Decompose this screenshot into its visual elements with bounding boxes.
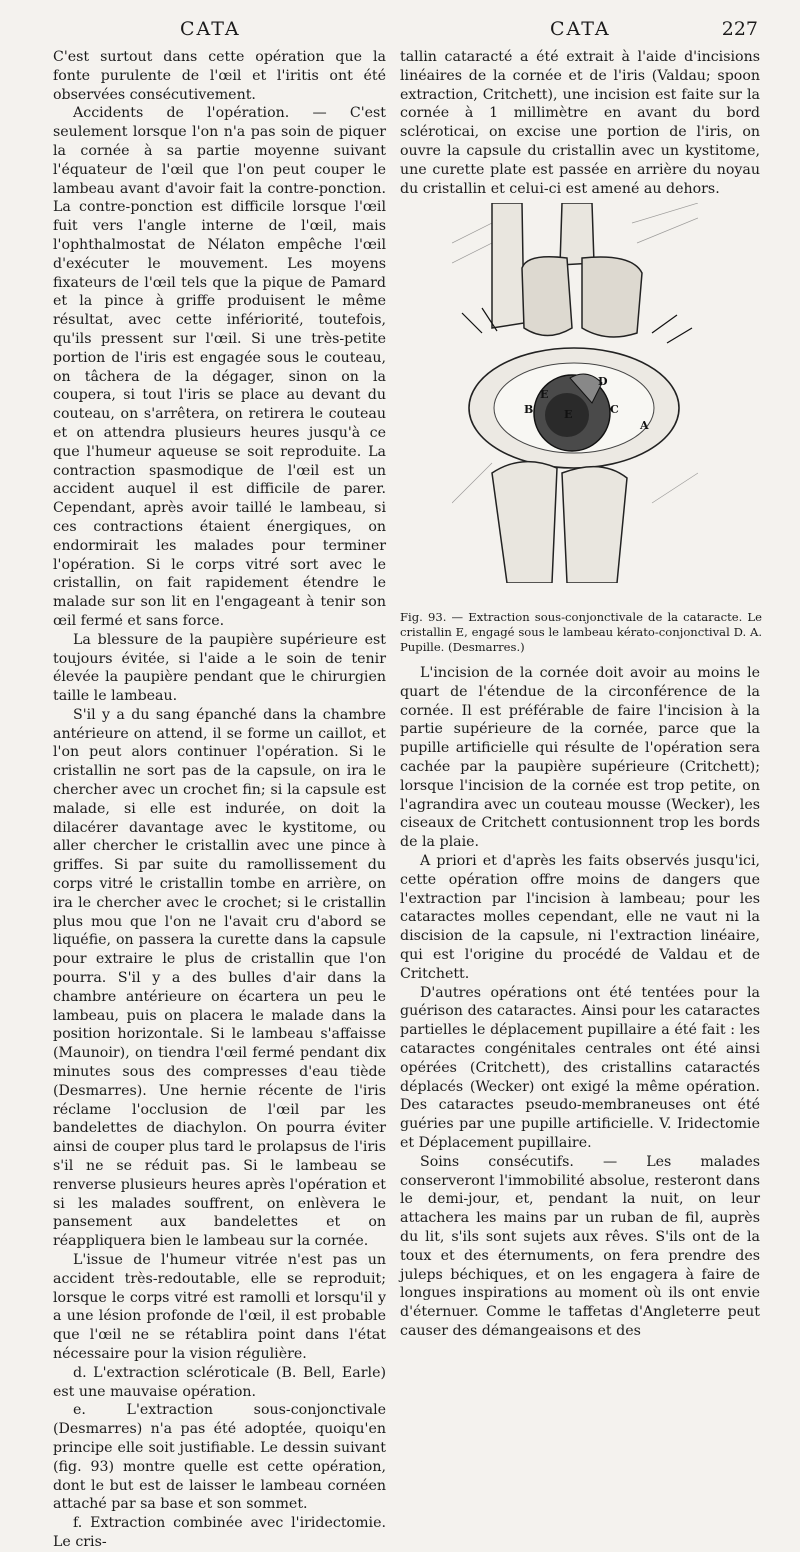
figure-label: D [598,375,608,388]
paragraph: Soins consécutifs. — Les malades conserveront l'immobilité absolue, resteront dans le demi-jour, et, pendant la nuit, on leur attachera les mains par un ruban de fil, auprès du lit, s'ils sont sujets aux rêves. S'ils ont de la toux et des éternuments, on fera prendre des juleps béchiques, et on les engagera à faire de longues inspirations au moment où ils ont envie d'éternuer. Comme le taffetas d'Angleterre peut causer des démangeaisons et des [400,1153,760,1339]
paragraph: S'il y a du sang épanché dans la chambre antérieure on attend, il se forme un caillot, et l'on peut alors continuer l'opération. Si le cristallin ne sort pas de la capsule, on ira le chercher avec un crochet fin; si la capsule est malade, si elle est indurée, on doit la dilacérer davantage avec le kystitome, ou aller chercher le cristallin avec une pince à griffes. Si par suite du ramollissement du corps vitré le cristallin tombe en arrière, on ira le chercher avec le crochet; si le cristallin plus mou que l'on ne l'avait cru d'abord se liquéfie, on passera la curette dans la capsule pour extraire le plus de cristallin que l'on pourra. S'il y a des bulles d'air dans la chambre antérieure on écartera un peu le lambeau, puis on placera le malade dans la position horizontale. Si le lambeau s'affaisse (Maunoir), on tiendra l'œil fermé pendant dix minutes sous des compresses d'eau tiède (Desmarres). Une hernie récente de l'iris réclame l'occlusion de l'œil par les bandelettes de diachylon. On pourra éviter ainsi de couper plus tard le prolapsus de l'iris s'il ne se réduit pas. Si le lambeau se renverse plusieurs heures après l'opération et si les malades souffrent, on enlèvera le pansement aux bandelettes et on réappliquera bien le lambeau sur la cornée. [53,706,386,1250]
eye-surgery-illustration [452,203,698,583]
page-number: 227 [721,18,758,40]
paragraph: L'issue de l'humeur vitrée n'est pas un accident très-redoutable, elle se reproduit; lorsque le corps vitré est ramolli et lorsqu'il y a une lésion profonde de l'œil, il est probable que l'œil ne se rétablira point dans l'état nécessaire pour la vision régulière. [53,1252,386,1362]
figure-label: C [610,403,619,416]
paragraph: D'autres opérations ont été tentées pour la guérison des cataractes. Ainsi pour les cataractes partielles le déplacement pupillaire a été fait : les cataractes congénitales centrales ont été ainsi opérées (Critchett), des cristallins cataractés déplacés (Wecker) ont exigé la même opération. Des cataractes pseudo-membraneuses ont été guéries par une pupille artificielle. V. Iridectomie et Déplacement pupillaire. [400,984,760,1151]
figure-label: E [540,388,549,401]
running-head-right: CATA [550,18,611,40]
paragraph: Accidents de l'opération. — C'est seulement lorsque l'on n'a pas soin de piquer la cornée à sa partie moyenne suivant l'équateur de l'œil que l'on peut couper le lambeau avant d'avoir fait la contre-ponction. La contre-ponction est difficile lorsque l'œil fuit vers l'angle interne de l'œil, mais l'ophthalmostat de Nélaton empêche l'œil d'exécuter le mouvement. Les moyens fixateurs de l'œil tels que la pique de Pamard et la pince à griffe produisent le même résultat, avec cette infériorité, toutefois, qu'ils pressent sur l'œil. Si une très-petite portion de l'iris est engagée sous le couteau, on tâchera de la dégager, sinon on la coupera, si tout l'iris se place au devant du couteau, on s'arrêtera, on retirera le couteau et on attendra plusieurs heures jusqu'à ce que l'humeur aqueuse se soit reproduite. La contraction spasmodique de l'œil est un accident auquel il est difficile de parer. Cependant, après avoir taillé le lambeau, si ces contractions étaient énergiques, on endormirait les malades pour terminer l'opération. Si le corps vitré sort avec le cristallin, on fait rapidement étendre le malade sur son lit en l'engageant à tenir son œil fermé et sans force. [53,105,386,629]
paragraph: L'incision de la cornée doit avoir au moins le quart de l'étendue de la circonférence de la cornée. Il est préférable de faire l'incision à la partie supérieure de la cornée, parce que la pupille artificielle qui résulte de l'opération sera cachée par la paupière supérieure (Critchett); lorsque l'incision de la cornée est trop petite, on l'agrandira avec un couteau mousse (Wecker), les ciseaux de Critchett contusionnent trop les bords de la plaie. [400,665,760,851]
right-column-bottom [400,664,760,1341]
paragraph: d. L'extraction scléroticale (B. Bell, Earle) est une mauvaise opération. [53,1364,386,1400]
paragraph: e. L'extraction sous-conjonctivale (Desmarres) n'a pas été adoptée, quoiqu'en principe elle soit justifiable. Le dessin suivant (fig. 93) montre quelle est cette opération, dont le but est de laisser le lambeau cornéen attaché par sa base et son sommet. [53,1402,386,1513]
right-column-top [400,48,760,198]
running-head-left: CATA [180,18,241,40]
paragraph: tallin cataracté a été extrait à l'aide d'incisions linéaires de la cornée et de l'iris (Valdau; spoon extraction, Critchett), une incision est faite sur la cornée à 1 millimètre en avant du bord scléroticai, on excise une portion de l'iris, on ouvre la capsule du cristallin avec un kystitome, une curette plate est passée en arrière du noyau du cristallin et celui-ci est amené au dehors. [400,49,760,197]
figure-caption: Fig. 93. — Extraction sous-conjonctivale de la cataracte. Le cristallin E, engagé sous le lambeau kérato-conjonctival D. A. Pupille. (Desmarres.) [400,610,762,654]
figure-label: B [524,403,534,416]
paragraph: A priori et d'après les faits observés jusqu'ici, cette opération offre moins de dangers que l'extraction par l'incision à lambeau; pour les cataractes molles cependant, elle ne vaut ni la discision de la capsule, ni l'extraction linéaire, qui est l'origine du procédé de Valdau et de Critchett. [400,852,760,982]
paragraph: f. Extraction combinée avec l'iridectomie. Le cris- [53,1515,386,1550]
figure-label: A [640,419,649,432]
paragraph: C'est surtout dans cette opération que la fonte purulente de l'œil et l'iritis ont été observées consécutivement. [53,49,386,103]
left-column [53,48,386,1552]
paragraph: La blessure de la paupière supérieure est toujours évitée, si l'aide a le soin de tenir élevée la paupière pendant que le chirurgien taille le lambeau. [53,631,386,705]
figure-label: E [564,408,573,421]
